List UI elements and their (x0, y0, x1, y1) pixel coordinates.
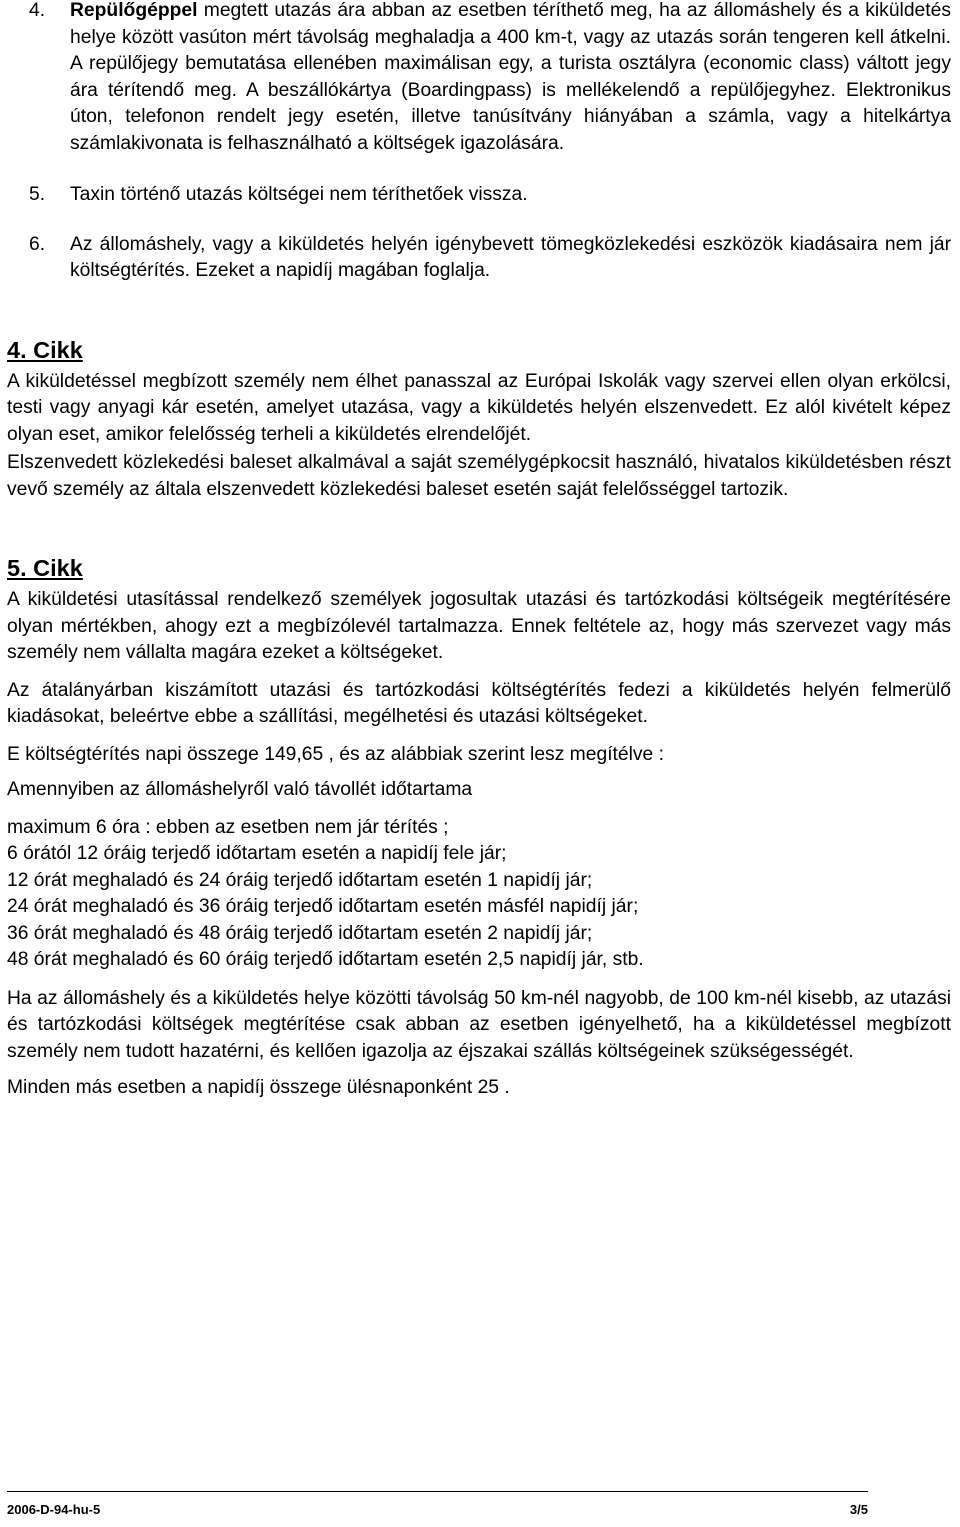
page-footer (7, 1491, 868, 1518)
article-5-paragraph-4: Amennyiben az állomáshelyről való távollét időtartama (7, 779, 473, 800)
item-bold-lead: Repülőgéppel (70, 0, 198, 21)
article-5-paragraph-1: A kiküldetési utasítással rendelkező személyek jogosultak utazási és tartózkodási költségeik megtérítésére olyan mértékben, ahogy ezt a megbízólevél tartalmazza. Ennek feltétele az, hogy más szervezet vagy más személy nem vállalta magára ezeket a költségeket. (7, 589, 951, 663)
article-5-heading: 5. Cikk (7, 555, 83, 581)
article-5-paragraph-6: Minden más esetben a napidíj összege ülésnaponként 25 . (7, 1077, 510, 1098)
document-page (7, 0, 951, 1102)
item-number: 4. (29, 0, 46, 21)
article-5-paragraph-3: E költségtérítés napi összege 149,65 , és az alábbiak szerint lesz megítélve : (7, 743, 664, 765)
document-code: 2006-D-94-hu-5 (7, 1502, 101, 1517)
list-item-4 (7, 0, 951, 157)
allowance-list-item: 24 órát meghaladó és 36 óráig terjedő időtartam esetén másfél napidíj jár; (7, 896, 639, 917)
item-text: Az állomáshely, vagy a kiküldetés helyén igénybevett tömegközlekedési eszközök kiadásaira nem jár költségtérítés. Ezeket a napidíj magában foglalja. (70, 233, 951, 281)
article-4-paragraph-1: A kiküldetéssel megbízott személy nem élhet panasszal az Európai Iskolák vagy szervei ellen olyan erkölcsi, testi vagy anyagi kár esetén, amelyet utazása, vagy a kiküldetés helyén elszenvedett. Ez alól kivételt képez olyan eset, amikor felelősség terheli a kiküldetés elrendelőjét. (7, 370, 951, 445)
allowance-list (7, 815, 951, 974)
item-text: megtett utazás ára abban az esetben téríthető meg, ha az állomáshely és a kiküldetés helye között vasúton mért távolság meghaladja a 400 km-t, vagy az utazás során tengeren kell átkelni. A repülőjegy bemutatása ellenében maximálisan egy, a turista osztályra (economic class) váltott jegy ára térítendő meg. A beszállókártya (Boardingpass) is mellékelendő a repülőjegyhez. Elektronikus úton, telefonon rendelt jegy esetén, illetve tanúsítvány hiányában a számla, vagy a hitelkártya számlakivonata is felhasználható a költségek igazolására. (70, 0, 951, 154)
article-4-heading: 4. Cikk (7, 336, 83, 363)
allowance-list-item: 48 órát meghaladó és 60 óráig terjedő időtartam esetén 2,5 napidíj jár, stb. (7, 949, 644, 970)
list-item-5 (7, 182, 951, 209)
allowance-list-item: 36 órát meghaladó és 48 óráig terjedő időtartam esetén 2 napidíj jár; (7, 922, 593, 944)
item-number: 5. (29, 184, 46, 205)
list-item-6 (7, 232, 951, 285)
allowance-list-item: maximum 6 óra : ebben az esetben nem jár térítés ; (7, 816, 449, 838)
article-5-paragraph-5: Ha az állomáshely és a kiküldetés helye közötti távolság 50 km-nél nagyobb, de 100 km-nél kisebb, az utazási és tartózkodási költségek megtérítése csak abban az esetben igényelhető, ha a kiküldetéssel megbízott személy nem tudott hazatérni, és kellően igazolja az éjszakai szállás költségeinek szükségességét. (7, 987, 951, 1062)
allowance-list-item: 12 órát meghaladó és 24 óráig terjedő időtartam esetén 1 napidíj jár; (7, 869, 593, 891)
article-4-paragraph-2: Elszenvedett közlekedési baleset alkalmával a saját személygépkocsit használó, hivatalos kiküldetésben részt vevő személy az általa elszenvedett közlekedési baleset esetén saját felelősséggel tartozik. (7, 452, 951, 500)
item-number: 6. (29, 233, 46, 255)
allowance-list-item: 6 órától 12 óráig terjedő időtartam esetén a napidíj fele jár; (7, 843, 507, 864)
item-text: Taxin történő utazás költségei nem téríthetőek vissza. (70, 184, 528, 205)
article-5-paragraph-2: Az átalányárban kiszámított utazási és tartózkodási költségtérítés fedezi a kiküldetés helyén felmerülő kiadásokat, beleértve ebbe a szállítási, megélhetési és utazási költségeket. (7, 679, 951, 727)
page-number: 3/5 (849, 1502, 868, 1517)
